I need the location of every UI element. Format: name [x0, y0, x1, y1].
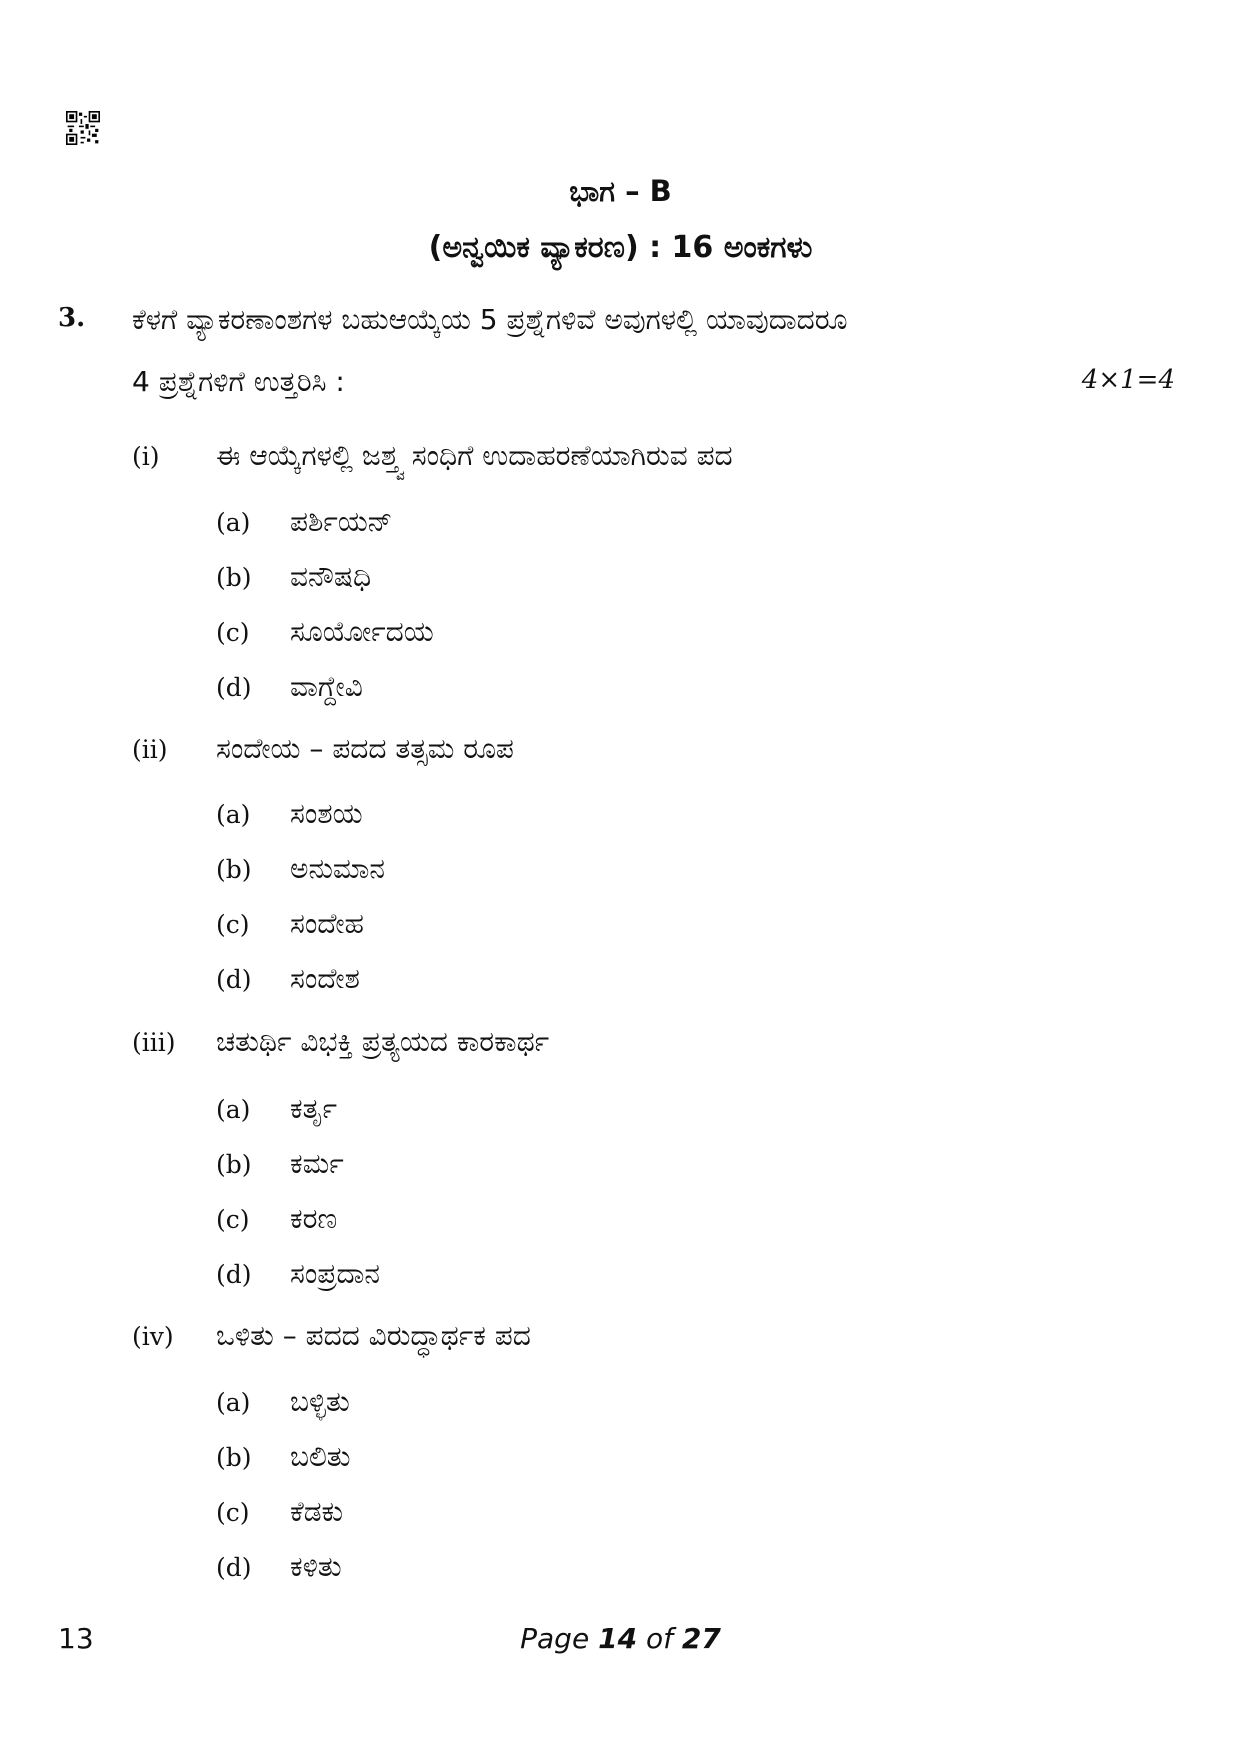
subquestion-text: ಚತುರ್ಥಿ ವಿಭಕ್ತಿ ಪ್ರತ್ಯಯದ ಕಾರಕಾರ್ಥ [216, 1025, 550, 1058]
page-number [0, 1622, 1241, 1655]
option-letter: (b) [216, 1150, 252, 1179]
option-letter: (a) [216, 1388, 251, 1417]
page-of: of [645, 1622, 673, 1655]
option-letter: (d) [216, 1553, 252, 1582]
paper-code: 13 [58, 1622, 94, 1655]
page-total: 27 [681, 1622, 721, 1655]
subquestion-text: ಒಳಿತು – ಪದದ ವಿರುದ್ಧಾರ್ಥಕ ಪದ [216, 1319, 531, 1352]
option-text: ಸೂರ್ಯೋದಯ [290, 615, 434, 648]
part-heading: ಭಾಗ – B [569, 174, 672, 208]
option-text: ಸಂದೇಶ [290, 962, 360, 995]
option-text: ಬಲಿತು [290, 1440, 351, 1473]
question-marks: 4×1=4 [1081, 365, 1175, 395]
option-letter: (b) [216, 563, 252, 592]
option-letter: (c) [216, 1205, 250, 1234]
question-stem-line2: 4 ಪ್ರಶ್ನೆಗಳಿಗೆ ಉತ್ತರಿಸಿ : [132, 365, 345, 398]
page-prefix: Page [520, 1622, 590, 1655]
option-letter: (a) [216, 508, 251, 537]
option-text: ಸಂಪ್ರದಾನ [290, 1257, 380, 1290]
option-letter: (c) [216, 910, 250, 939]
subquestion-number: (iv) [132, 1322, 174, 1351]
option-letter: (b) [216, 855, 252, 884]
option-text: ಕರಣ [290, 1202, 338, 1235]
option-letter: (d) [216, 1260, 252, 1289]
option-text: ಕರ್ತೃ [290, 1092, 338, 1125]
subquestion-text: ಈ ಆಯ್ಕೆಗಳಲ್ಲಿ ಜಶ್ತ್ವ ಸಂಧಿಗೆ ಉದಾಹರಣೆಯಾಗಿರುವ ಪದ [216, 439, 733, 472]
option-text: ಅನುಮಾನ [290, 852, 386, 885]
option-text: ವನೌಷಧಿ [290, 560, 372, 593]
question-number: 3. [58, 303, 86, 333]
question-stem-line1: ಕೆಳಗೆ ವ್ಯಾಕರಣಾಂಶಗಳ ಬಹುಆಯ್ಕೆಯ 5 ಪ್ರಶ್ನೆಗಳಿವೆ ಅವುಗಳಲ್ಲಿ ಯಾವುದಾದರೂ [132, 303, 848, 336]
option-text: ಕೆಡಕು [290, 1495, 344, 1528]
option-letter: (c) [216, 1498, 250, 1527]
option-letter: (a) [216, 1095, 251, 1124]
subquestion-number: (i) [132, 442, 160, 471]
option-letter: (d) [216, 965, 252, 994]
qr-code-icon [66, 111, 100, 145]
section-heading: (ಅನ್ವಯಿಕ ವ್ಯಾಕರಣ) : 16 ಅಂಕಗಳು [428, 230, 813, 265]
option-letter: (c) [216, 618, 250, 647]
option-text: ಸಂದೇಹ [290, 907, 364, 940]
option-letter: (b) [216, 1443, 252, 1472]
page-current: 14 [598, 1622, 638, 1655]
option-letter: (a) [216, 800, 251, 829]
subquestion-number: (iii) [132, 1028, 176, 1057]
option-text: ಕರ್ಮ [290, 1147, 344, 1180]
option-text: ಸಂಶಯ [290, 797, 363, 830]
option-text: ಬಳ್ಳಿತು [290, 1385, 350, 1418]
option-text: ಪರ್ಶಿಯನ್ [290, 505, 393, 538]
option-text: ಕಳಿತು [290, 1550, 342, 1583]
option-text: ವಾಗ್ದೇವಿ [290, 670, 363, 703]
subquestion-text: ಸಂದೇಯ – ಪದದ ತತ್ಸಮ ರೂಪ [216, 732, 514, 765]
option-letter: (d) [216, 673, 252, 702]
subquestion-number: (ii) [132, 735, 168, 764]
